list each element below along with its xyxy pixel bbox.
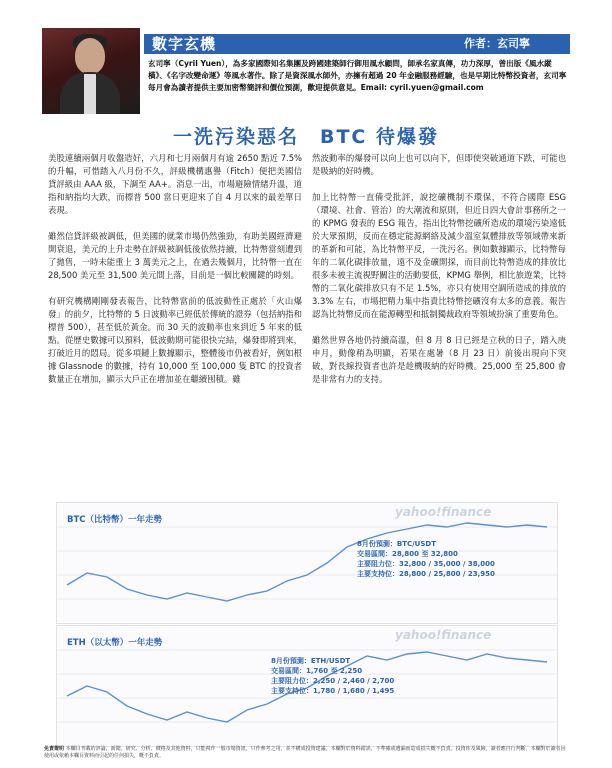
disclaimer-text: 本欄目刊載的評論、新聞、研究、分析、價格及其他資料，只能視作一般市場資訊，只作參考之用，並不構成投資建議。本欄對於資料錯誤、不準確或遺漏而造成損失概不負責。投資涉及風險，讀者應自行判斷，本欄對於讀者因使用或依賴本欄目資料而引起的任何損失，概不負責。 — [44, 746, 566, 759]
forecast-support: 主要支持位：28,800 / 25,800 / 23,950 — [357, 570, 495, 578]
page-title: 一洗污染惡名 BTC 待爆發 — [172, 126, 439, 148]
forecast-title: 8月份預測：ETH/USDT — [271, 657, 351, 665]
btc-forecast-box — [357, 539, 495, 579]
author-bio: 玄司寧（Cyril Yuen），為多家國際知名集團及跨國建築師行御用風水顧問，師承名家真傳，功力深厚，曾出版《風水縱橫》、《名字改變命運》等風水著作。除了是資深風水師外，亦擁有超過 20 年金融服務經驗，也是早期比特幣投資者，玄司寧每月會為讀者提供主要加密幣簡評和價位預測，歡迎提供意見。Email: cyril.yuen@gmail.com — [148, 59, 567, 93]
eth-forecast-box — [271, 656, 394, 696]
disclaimer-title: 免責聲明 — [44, 746, 65, 752]
disclaimer — [44, 746, 570, 760]
paragraph: 雖然世界各地仍持續高溫，但 8 月 8 日已經是立秋的日子，踏入庚申月，動像稍為明顯，若果在處暑（8 月 23 日）前後出現向下突破，對長線投資者也許是趁機吸納的好時機。25,000 至 25,800 會是非常有力的支持。 — [312, 335, 566, 384]
paragraph: 雖然信貸評級被調低，但美國的就業市場仍然強勁，有助美國經濟避開衰退，美元的上升走勢在評級被調低後依然持續，比特幣當刻遭到了拋售，一時未能重上 3 萬美元之上，在過去幾個月，比特幣一直在 28,500 美元至 31,500 美元間上落，目前是一個比較關鍵的時刻。 — [48, 231, 302, 280]
article-column-right — [312, 152, 566, 399]
author-name: 作者：玄司寧 — [464, 37, 530, 50]
paragraph: 有研究機構剛剛發表報告，比特幣當前的低波動性正處於「火山爆發」的前夕，比特幣的 5 日波動率已經低於傳統的證券（包括納指和標普 500），甚至低於黃金。而 30 天的波動率也來到近 5 年來的低點。從歷史數據可以預料，低波動期可能很快完結，爆發即將到來，打破近月的悶局。從多項鏈上數據顯示，整體後市仍被看好，例如根據 Glassnode 的數據，持有 10,000 至 100,000 隻 BTC 的投資者數量正在增加，顯示大戶正在增加並在繼續囤積。雖 — [48, 296, 302, 384]
forecast-support: 主要支持位：1,780 / 1,680 / 1,495 — [271, 687, 395, 695]
forecast-resistance: 主要阻力位：32,800 / 35,000 / 38,000 — [357, 560, 495, 568]
author-photo — [42, 28, 140, 114]
forecast-range: 交易區間：28,800 至 32,800 — [357, 550, 458, 558]
column-title: 數字玄機 — [152, 35, 217, 53]
forecast-range: 交易區間：1,760 至 2,250 — [271, 667, 363, 675]
eth-chart-label: ETH（以太幣）一年走勢 — [67, 638, 163, 648]
btc-price-chart — [56, 502, 558, 624]
paragraph: 加上比特幣一直備受批評，說挖礦機制不環保，不符合國際 ESG（環境、社會、管治）的大潮流和原則，但近日四大會計事務所之一的 KPMG 發表的 ESG 報告，指出比特幣挖礦所造成的環境污染遠低於大眾預期，反而在穩定能源網絡及減少溫室氣體排放等領域帶來新的革新和可能，為比特幣平反，一洗污名。例如數據顯示，比特幣每年的二氧化碳排放量，遠不及金礦開採，而目前比特幣造成的排放比很多未被主流視野關注的活動要低，KPMG 舉例，相比旅遊業，比特幣的二氧化碳排放只有不足 1.5%，亦只有使用空調所造成的排放的 3.3% 左右，市場把精力集中指責比特幣挖礦沒有太多的意義。報告認為比特幣反而在能源轉型和抵制獨裁政府等領域扮演了重要角色。 — [312, 192, 566, 319]
photo-face — [75, 38, 105, 74]
yahoo-finance-watermark: yahoo!finance — [395, 505, 492, 519]
paragraph: 美股連續兩個月收盤造好，六月和七月兩個月有逾 2650 點近 7.5% 的升幅，可惜踏入八月份不久，評級機構惠譽（Fitch）便把美國信貸評級由 AAA 級，下調至 AA+。消息一出，市場避險情緒升溫，道指和納指均大跌，而標普 500 當日更迎來了自 4 月以來的最差單日表現。 — [48, 153, 302, 215]
photo-shirt — [84, 74, 96, 114]
btc-chart-label: BTC（比特幣）一年走勢 — [67, 515, 163, 525]
paragraph: 然波動率的爆發可以向上也可以向下，但即使突破通道下跌，可能也是吸納的好時機。 — [312, 153, 566, 176]
forecast-resistance: 主要阻力位：2,250 / 2,460 / 2,700 — [271, 677, 395, 685]
eth-price-chart — [56, 625, 558, 747]
forecast-title: 8月份預測：BTC/USDT — [357, 540, 436, 548]
article-column-left — [48, 152, 302, 399]
yahoo-finance-watermark: yahoo!finance — [395, 628, 492, 642]
article-header — [42, 28, 570, 116]
